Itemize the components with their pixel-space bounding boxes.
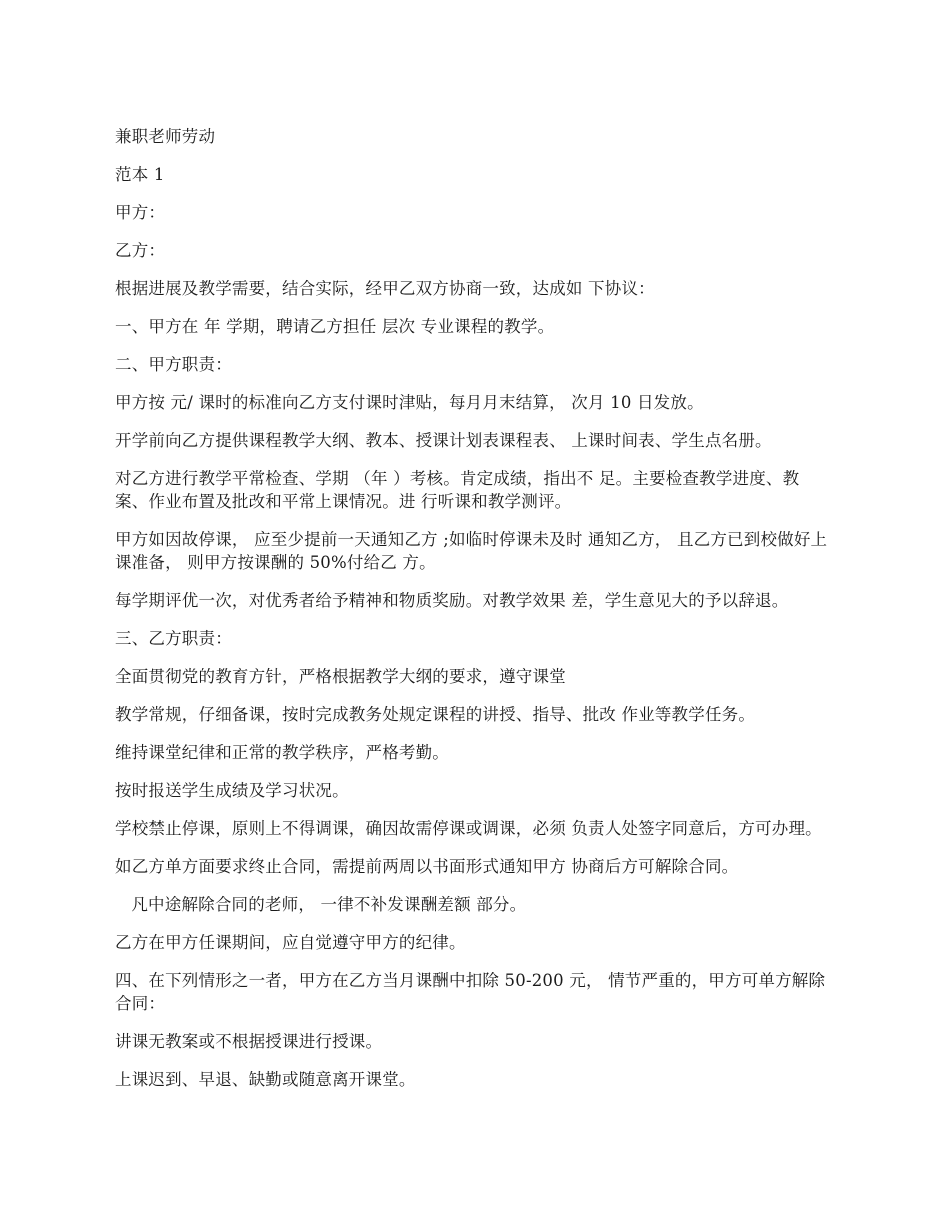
party-b-duty-3: 维持课堂纪律和正常的教学秩序，严格考勤。 — [115, 743, 449, 762]
template-label: 范本 1 — [115, 165, 165, 184]
party-b-duty-2: 教学常规，仔细备课，按时完成教务处规定课程的讲授、指导、批改 作业等教学任务。 — [115, 705, 756, 724]
party-b-duty-5: 学校禁止停课，原则上不得调课，确因故需停课或调课，必须 负责人处签字同意后，方可办理。 — [115, 819, 822, 838]
section-1: 一、甲方在 年 学期，聘请乙方担任 层次 专业课程的教学。 — [115, 317, 555, 336]
section-3-heading: 三、乙方职责： — [115, 629, 232, 648]
party-b-duty-7: 凡中途解除合同的老师， 一律不补发课酬差额 部分。 — [115, 895, 527, 914]
penalty-item-1: 讲课无教案或不根据授课进行授课。 — [115, 1032, 383, 1051]
party-a-duty-1: 甲方按 元/ 课时的标准向乙方支付课时津贴，每月月末结算， 次月 10 日发放。 — [115, 393, 704, 412]
penalty-item-2: 上课迟到、早退、缺勤或随意离开课堂。 — [115, 1070, 416, 1089]
party-b-duty-6: 如乙方单方面要求终止合同，需提前两周以书面形式通知甲方 协商后方可解除合同。 — [115, 857, 739, 876]
party-a-duty-2: 开学前向乙方提供课程教学大纲、教本、授课计划表课程表、 上课时间表、学生点名册。 — [115, 431, 772, 450]
party-a-duty-4: 甲方如因故停课， 应至少提前一天通知乙方 ;如临时停课未及时 通知乙方， 且乙方已到校做好上课准备， 则甲方按课酬的 50%付给乙 方。 — [115, 530, 828, 572]
party-a-duty-3: 对乙方进行教学平常检查、学期 （年 ）考核。肯定成绩，指出不 足。主要检查教学进度、教案、作业布置及批改和平常上课情况。进 行听课和教学测评。 — [115, 469, 800, 511]
party-b-duty-8: 乙方在甲方任课期间，应自觉遵守甲方的纪律。 — [115, 933, 466, 952]
party-b-label: 乙方： — [115, 241, 166, 260]
party-a-label: 甲方： — [115, 203, 166, 222]
section-2-heading: 二、甲方职责： — [115, 355, 232, 374]
party-b-duty-1: 全面贯彻党的教育方针，严格根据教学大纲的要求，遵守课堂 — [115, 667, 566, 686]
section-4-heading: 四、在下列情形之一者，甲方在乙方当月课酬中扣除 50-200 元， 情节严重的，甲方可单方解除合同： — [115, 971, 826, 1013]
intro-paragraph: 根据进展及教学需要，结合实际，经甲乙双方协商一致，达成如 下协议： — [115, 279, 655, 298]
document-body — [115, 125, 830, 1106]
party-a-duty-5: 每学期评优一次，对优秀者给予精神和物质奖励。对教学效果 差，学生意见大的予以辞退。 — [115, 591, 789, 610]
document-title: 兼职老师劳动 — [115, 127, 216, 146]
party-b-duty-4: 按时报送学生成绩及学习状况。 — [115, 781, 349, 800]
